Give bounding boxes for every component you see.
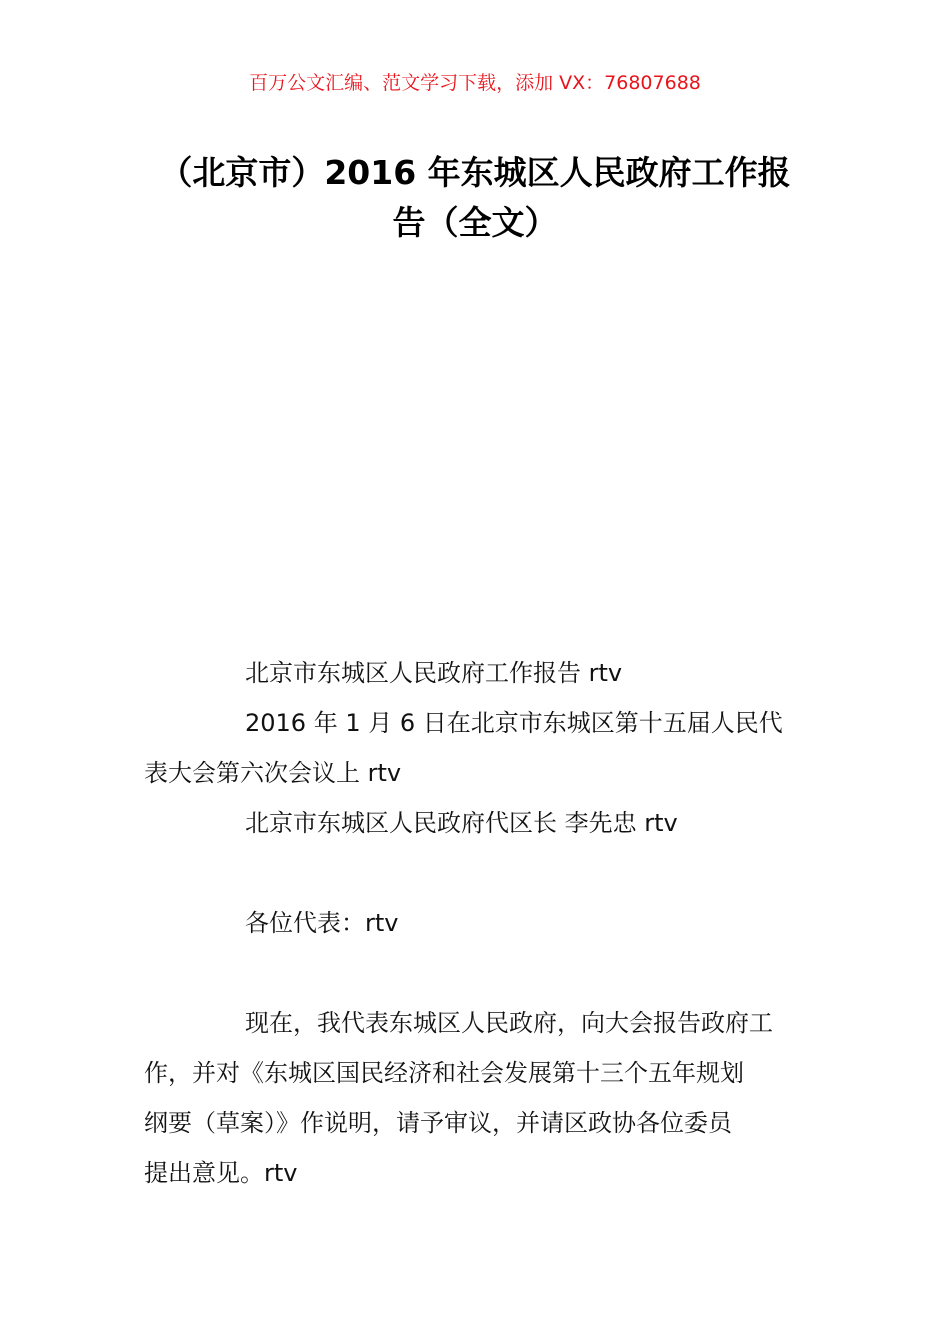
document-body xyxy=(144,648,809,1198)
watermark-header: 百万公文汇编、范文学习下载，添加 VX：76807688 xyxy=(249,72,701,94)
title-line-1: （北京市）2016 年东城区人民政府工作报 xyxy=(159,153,791,192)
report-name: 北京市东城区人民政府工作报告 rtv xyxy=(245,659,623,687)
meeting-info-line-1: 2016 年 1 月 6 日在北京市东城区第十五届人民代 xyxy=(245,709,783,737)
meeting-info-line-2: 表大会第六次会议上 rtv xyxy=(144,759,402,787)
speaker-line: 北京市东城区人民政府代区长 李先忠 rtv xyxy=(245,809,678,837)
salutation: 各位代表：rtv xyxy=(245,909,399,937)
paragraph-line: 纲要（草案）》作说明，请予审议，并请区政协各位委员 xyxy=(144,1109,732,1137)
paragraph-line: 提出意见。rtv xyxy=(144,1159,298,1187)
document-title xyxy=(0,148,950,248)
paragraph-line: 现在，我代表东城区人民政府，向大会报告政府工 xyxy=(245,1009,773,1037)
title-line-2: 告（全文） xyxy=(392,203,558,242)
paragraph-line: 作，并对《东城区国民经济和社会发展第十三个五年规划 xyxy=(144,1059,744,1087)
